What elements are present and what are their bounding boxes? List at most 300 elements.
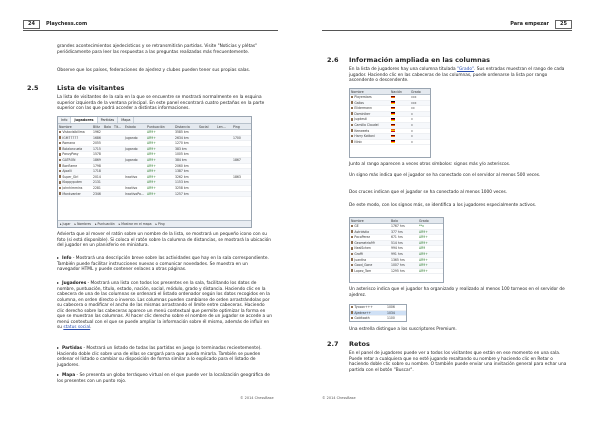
- rank-paragraph-2: Un signo más indica que el jugador se ha conectado con el servidor al menos 500 veces.: [349, 173, 541, 178]
- column-header[interactable]: Bala: [104, 125, 111, 129]
- left-page-number: 24: [23, 20, 40, 29]
- player-name: Juantha: [354, 257, 367, 262]
- bala-cell: [103, 141, 113, 146]
- lang-cell: [216, 136, 232, 141]
- player-name-cell: [350, 316, 386, 321]
- right-footer: © 2014 ChessBase: [322, 396, 356, 400]
- distance-cell: 3585 km: [175, 130, 189, 134]
- player-name-cell: [58, 136, 92, 141]
- player-name-cell: [350, 106, 390, 111]
- title-cell: [113, 136, 124, 141]
- social-cell: [198, 186, 216, 191]
- nation-cell: [390, 95, 410, 100]
- column-header[interactable]: Nación: [391, 90, 402, 94]
- player-name: PacoPerez: [354, 235, 370, 240]
- rating-cell: AR9+: [147, 135, 156, 140]
- column-header[interactable]: Tít...: [114, 125, 122, 129]
- player-name-cell: [350, 263, 390, 268]
- section-title-visitantes: Lista de visitantes: [57, 84, 125, 92]
- player-name: Jugdesti: [354, 117, 367, 122]
- title-cell: [113, 180, 124, 185]
- player-name: Camilla Claudel: [354, 122, 379, 127]
- jugadores-label: Jugadores: [62, 281, 87, 286]
- grade-cell: x: [411, 134, 413, 139]
- distance-cell: 383 km: [175, 146, 187, 151]
- lang-cell: [216, 164, 232, 169]
- player-name-cell: [350, 252, 390, 257]
- player-name: NealSchen: [354, 246, 371, 251]
- toolbar-ping[interactable]: ▸ Ping: [155, 222, 165, 226]
- flag-icon: [391, 96, 395, 99]
- player-name: Elidermann: [354, 106, 372, 111]
- status-cell: [124, 164, 146, 169]
- bala-cell: [103, 147, 113, 152]
- player-name-cell: [58, 141, 92, 146]
- jugadores-text: - Mostrará una lista con todos los presentes en la sala, facilitando los datos de nombre, puntuación, título, estado, nación, social, módulo, grado y distancia. Haciendo clic en la cabecera de una de las columnas se ordenará el listado ordenador según los datos recogidos en la columna, en orden directo o inverso. Las columnas pueden cambiarse de orden arrastrándolas por su cabecera o modificar el ancho de las mismas arrastrando el límite entre cabeceras. Haciendo clic derecho sobre las cabeceras aparece un menú contextual que permite optimizar la forma en que se muestran las columnas. Al hacer clic derecho sobre el nombre de un jugador se accede a un menú contextual con el que se puede ampliar la información sobre él mismo, además de influir en su: [57, 281, 272, 330]
- grade-cell: xx: [411, 106, 415, 111]
- blitz-cell: 1686: [93, 135, 101, 140]
- tab-jugadores[interactable]: Jugadores: [71, 117, 97, 123]
- lang-cell: [216, 175, 232, 180]
- column-header[interactable]: Nombre: [351, 219, 364, 223]
- player-name: Keeweets: [354, 128, 370, 133]
- section-number-2-5: 2.5: [27, 84, 39, 92]
- player-name-cell: [58, 158, 92, 163]
- bala-cell: 994 hrs: [391, 246, 403, 251]
- nation-cell: [390, 112, 410, 117]
- player-name-cell: [58, 180, 92, 185]
- title-cell: [113, 192, 124, 197]
- column-header[interactable]: Grado: [419, 219, 429, 223]
- rating-cell: AR9+: [147, 157, 156, 162]
- section-intro: La lista de visitantes de la sala en la que se encuentre se mostrará normalmente en la esquina superior izquierda de la ventana principal. En este panel encontrará cuatro pestañas en la parte superior con las que podrá acceder a distintas informaciones.: [57, 95, 265, 111]
- grade-cell: AR9+: [419, 257, 428, 262]
- intro-paragraph-1: grandes acontecimientos ajedecísticos y se retransmitirán partidas. Visite "Noticias y plétas" periódicamente para leer las respuestas a las preguntas realizadas más frecuentemente.: [57, 44, 258, 55]
- lang-cell: [216, 147, 232, 152]
- flag-icon: [391, 124, 395, 127]
- bala-cell: 377 hrs: [391, 229, 403, 234]
- player-name: Vistavisibilima: [62, 130, 85, 134]
- blitz-cell: 1962: [93, 130, 101, 134]
- nation-cell: [390, 117, 410, 122]
- premium-screenshot: [349, 304, 407, 322]
- partidas-label: Partidas: [62, 346, 83, 351]
- partidas-text: - Mostrará un listado de todas las partidas en juego (o terminadas recientemente). Haciendo doble clic sobre una de ellas se cargará para que pueda mirarla. También se pueden ordenar el listado o cambiar su disposición de forma similar a lo explicado para el listado de jugadores.: [57, 346, 262, 368]
- player-name: IGM77777: [62, 135, 79, 140]
- player-name-cell: [350, 95, 390, 100]
- player-name-cell: [350, 224, 390, 229]
- column-header[interactable]: Estado: [125, 125, 136, 129]
- rating-cell: AR9+: [147, 141, 156, 146]
- player-name: Romana: [62, 141, 76, 146]
- bullet-icon: [57, 374, 59, 376]
- player-name-cell: [350, 140, 390, 145]
- title-cell: [113, 186, 124, 191]
- nation-cell: [390, 106, 410, 111]
- status-cell: Jugando: [125, 146, 138, 151]
- grade-cell: AR9+: [419, 229, 428, 234]
- column-header[interactable]: Social: [199, 125, 209, 129]
- player-name: Harry Kottoni: [354, 134, 375, 139]
- ping-cell: [232, 169, 250, 174]
- player-name: GATRON: [62, 157, 76, 162]
- ping-cell: 1867: [233, 157, 241, 162]
- status-cell: [124, 180, 146, 185]
- bala-cell: [103, 175, 113, 180]
- grade-column-screenshot: [349, 88, 431, 158]
- status-social-link[interactable]: status social: [63, 325, 91, 330]
- lang-cell: [216, 169, 232, 174]
- player-name-cell: [350, 269, 390, 274]
- ping-cell: [232, 192, 250, 197]
- column-header[interactable]: Nombre: [351, 90, 364, 94]
- column-header[interactable]: Distancia: [175, 125, 190, 129]
- player-name: Astridstia: [354, 229, 370, 234]
- ping-cell: 1863: [233, 174, 241, 179]
- social-cell: [198, 147, 216, 152]
- ping-cell: [232, 130, 250, 135]
- column-header[interactable]: Blitz: [93, 125, 100, 129]
- bullet-icon: [57, 257, 59, 259]
- blitz-cell: 2281: [93, 185, 101, 190]
- grade-cell: AR9+: [419, 240, 428, 245]
- bala-cell: 1295 hrs: [391, 268, 405, 273]
- player-name-cell: [350, 101, 390, 106]
- bala-cell: [103, 130, 113, 135]
- right-header-title: Para empezar: [510, 21, 550, 28]
- player-name-cell: [350, 123, 390, 128]
- status-cell: Inactivo: [125, 185, 138, 190]
- blitz-cell: 1869: [93, 157, 101, 162]
- player-name-cell: [350, 258, 390, 263]
- table-row[interactable]: [350, 269, 443, 275]
- title-cell: [113, 152, 124, 157]
- left-footer: © 2014 ChessBase: [240, 396, 274, 400]
- player-name: Bonflame: [62, 163, 78, 168]
- bala-cell: [103, 158, 113, 163]
- status-cell: Jugando: [125, 135, 138, 140]
- partidas-paragraph: [57, 346, 272, 368]
- bala-cell: 991 hrs: [391, 251, 403, 256]
- social-cell: [198, 169, 216, 174]
- bala-table-body: [350, 224, 443, 274]
- bala-cell: [103, 169, 113, 174]
- player-name-cell: [58, 175, 92, 180]
- toolbar-mostrar-en-el-mapa[interactable]: ▸ Mostrar en el mapa: [118, 222, 152, 226]
- player-name: Johnhimmins: [62, 185, 83, 190]
- blitz-cell: 1718: [93, 169, 101, 174]
- left-header-rule: [23, 30, 278, 31]
- distance-cell: 2634 km: [175, 135, 189, 140]
- title-cell: [113, 147, 124, 152]
- blitz-cell: 2346: [93, 191, 101, 196]
- rating-cell: AR9+: [147, 169, 156, 174]
- player-name: Ajoalli: [62, 169, 72, 174]
- player-name: PanzyPasy: [62, 152, 79, 157]
- column-header[interactable]: Grado: [411, 90, 421, 94]
- grade-cell: x: [411, 111, 413, 116]
- rating-cell: AR9+: [147, 174, 156, 179]
- player-name-cell: [350, 246, 390, 251]
- column-header[interactable]: Len...: [217, 125, 226, 129]
- toolbar-nombres[interactable]: ▸ Nombres: [74, 222, 91, 226]
- grade-cell: AR9+: [419, 268, 428, 273]
- player-name-cell: [350, 311, 386, 316]
- player-name: Tycoon+++: [354, 305, 373, 309]
- grade-cell: x: [411, 139, 413, 144]
- grade-cell: xxx: [411, 95, 417, 99]
- nation-cell: [390, 140, 410, 145]
- visitor-list-tabs: [58, 117, 251, 124]
- visitor-list-screenshot: [57, 116, 252, 228]
- player-name-cell: [350, 129, 390, 134]
- mapa-label: Mapa: [62, 373, 76, 378]
- title-cell: [113, 175, 124, 180]
- title-cell: [113, 141, 124, 146]
- section-title-retos: Retos: [349, 340, 370, 348]
- player-name-cell: [350, 112, 390, 117]
- player-name: Bolaloncuela: [62, 146, 83, 151]
- nation-cell: [390, 129, 410, 134]
- status-cell: [124, 152, 146, 157]
- grade-cell: AR9+: [419, 235, 428, 240]
- title-cell: [113, 169, 124, 174]
- distance-cell: 1257 km: [175, 191, 189, 196]
- bala-cell: 671 hrs: [391, 235, 403, 240]
- grade-cell: AR9+: [419, 263, 428, 268]
- column-header[interactable]: Bala: [391, 219, 398, 223]
- distance-cell: 1153 km: [175, 180, 189, 185]
- lang-cell: [216, 180, 232, 185]
- player-name: Super_Girl: [62, 174, 79, 179]
- ping-cell: [232, 141, 250, 146]
- grado-link[interactable]: "Grado": [456, 67, 475, 72]
- mapa-paragraph: [57, 373, 272, 384]
- tab-info[interactable]: Info: [58, 117, 71, 123]
- player-name-cell: [350, 134, 390, 139]
- player-name: Good_Gone: [354, 263, 373, 268]
- flag-icon: [391, 112, 395, 115]
- info-label: Info: [62, 256, 72, 261]
- section-number-2-6: 2.6: [327, 56, 339, 64]
- grade-cell: **x: [419, 224, 424, 228]
- rating-cell: AR9+: [147, 163, 156, 168]
- player-name: Ninic: [354, 139, 363, 144]
- bala-column-screenshot: [349, 217, 444, 283]
- bala-cell: [103, 192, 113, 197]
- ping-cell: [232, 164, 250, 169]
- grade-cell: AR9+: [419, 251, 428, 256]
- blitz-cell: 2131: [93, 180, 101, 185]
- section-26-intro-a: En la lista de jugadores hay una columna titulada: [349, 67, 457, 72]
- bala-cell: [103, 136, 113, 141]
- left-page-header: [23, 20, 87, 29]
- distance-cell: 3262 km: [175, 174, 189, 179]
- social-cell: [198, 158, 216, 163]
- lang-cell: [216, 152, 232, 157]
- visitor-list-body: [58, 130, 251, 197]
- blitz-cell: 1578: [93, 152, 101, 157]
- column-header[interactable]: Ping: [233, 125, 240, 129]
- asterisk-paragraph: Un asterisco indica que el jugador ha organizado y realizado al menos 100 torneos en el servidor de ajedrez.: [349, 287, 565, 298]
- rank-paragraph-1: Junto al rango aparecen a veces otros símbolos: signos más y/o asteriscos.: [349, 162, 511, 167]
- title-cell: [113, 158, 124, 163]
- right-page: [300, 0, 600, 424]
- social-cell: [198, 130, 216, 135]
- flag-icon: [391, 140, 395, 143]
- right-header-rule: [322, 30, 572, 31]
- bala-cell: [103, 152, 113, 157]
- bullet-icon: [57, 347, 59, 349]
- premium-table-body: [350, 305, 406, 322]
- player-name: Goldtooth: [354, 316, 370, 321]
- status-cell: [124, 130, 146, 135]
- intro-paragraph-2: Observe que los países, federaciones de ajedrez y clubes pueden tener sus propias salas.: [57, 68, 251, 73]
- grade-cell: x: [411, 117, 413, 122]
- player-name: Dominiker: [354, 111, 371, 116]
- jugadores-paragraph: Jugadores - Mostrará una lista con todos los presentes en la sala, facilitando los datos de nombre, puntuación, título, estado, nación, social, módulo, grado y distancia. Haciendo clic en la cabecera de una de las columnas se ordenará el listado ordenador según los datos recogidos en la columna, en orden directo o inverso. Las columnas pueden cambiarse de orden arrastrándolas por su cabecera o modificar el ancho de las mismas arrastrando el límite entre cabeceras. Haciendo clic derecho sobre las cabeceras aparece un menú contextual que permite optimizar la forma en que se muestran las columnas. Al hacer clic derecho sobre el nombre de un jugador se accede a un menú contextual con el que se puede ampliar la información sobre él mismo, además de influir en su status social.: [57, 281, 272, 330]
- tab-partidas[interactable]: Partidas: [98, 117, 119, 123]
- social-cell: [198, 152, 216, 157]
- ping-cell: [232, 147, 250, 152]
- section-number-2-7: 2.7: [327, 340, 339, 348]
- grade-cell: x: [411, 128, 413, 133]
- toolbar-jugar[interactable]: ▸ Jugar: [60, 222, 71, 226]
- grade-table-body: [350, 95, 430, 145]
- visitor-list-toolbar: [58, 220, 251, 227]
- status-cell: InactivoPa...: [125, 191, 144, 196]
- nation-cell: [390, 101, 410, 106]
- blitz-cell: 1715: [93, 146, 101, 151]
- ping-cell: 1700: [233, 135, 241, 140]
- status-cell: Inactivo: [125, 174, 138, 179]
- player-name: Playerstars: [354, 95, 372, 99]
- player-name: Ajedrez++: [354, 310, 372, 315]
- rank-paragraph-3: Dos cruces indican que el jugador se ha conectado al menos 1000 veces.: [349, 190, 508, 195]
- rating-cell: AR9+: [147, 130, 156, 134]
- mapa-text: - Se presenta un globo terráqueo virtual en el que puede ver la localización geográfica de los presentes con un punto rojo.: [57, 373, 270, 384]
- rating-cell: AR9+: [147, 146, 156, 151]
- grade-cell: x: [411, 122, 413, 127]
- rating-cell: AR9+: [147, 180, 156, 185]
- distance-cell: 1005 km: [175, 152, 189, 157]
- table-row[interactable]: [350, 316, 406, 322]
- flag-icon: [391, 118, 395, 121]
- social-cell: [198, 141, 216, 146]
- lang-cell: [216, 141, 232, 146]
- player-name-cell: [58, 152, 92, 157]
- distance-cell: 1387 km: [175, 169, 189, 174]
- bala-cell: 514 hrs: [391, 240, 403, 245]
- player-name-cell: [58, 192, 92, 197]
- bala-cell: [103, 164, 113, 169]
- lang-cell: [216, 130, 232, 135]
- lang-cell: [216, 192, 232, 197]
- column-header[interactable]: Puntuación: [147, 125, 165, 129]
- blitz-cell: 1798: [93, 163, 101, 168]
- right-page-header: [300, 20, 572, 29]
- left-header-title: Playchess.com: [45, 21, 88, 28]
- grade-cell: AR9: [419, 246, 426, 251]
- social-cell: [198, 175, 216, 180]
- bala-cell: 1767 hrs: [391, 224, 405, 228]
- flag-icon: [391, 107, 395, 110]
- nation-cell: [390, 123, 410, 128]
- player-name-cell: [350, 241, 390, 246]
- player-name-cell: [58, 186, 92, 191]
- grade-cell: xxx: [411, 100, 417, 105]
- social-cell: [198, 164, 216, 169]
- title-cell: [113, 164, 124, 169]
- title-cell: [113, 130, 124, 135]
- toolbar-puntuación[interactable]: ▸ Puntuación: [95, 222, 115, 226]
- section-26-intro: [349, 67, 572, 84]
- player-name: Monkvanter: [62, 191, 81, 196]
- status-cell: [124, 169, 146, 174]
- premium-paragraph: Una estrella distingue a los suscriptores Premium.: [349, 327, 457, 332]
- value-cell: 1100: [387, 316, 395, 321]
- blitz-cell: 2014: [93, 174, 101, 179]
- player-name-cell: [58, 164, 92, 169]
- section-26-intro-b: . Sus entradas muestran el rango de cada jugador. Haciendo clic en las cabeceras de las columnas, puede ordenarse la lista por rango ascendente o descendente.: [349, 67, 565, 83]
- ping-cell: [232, 180, 250, 185]
- after-screenshot-text: Advierta que al mover el ratón sobre un nombre de la lista, se mostrará un pequeño icono con su foto (si está disponible). Si coloca el ratón sobre la columna de distancias, se mostrará la ubicación del jugador en un planisferio en miniatura.: [57, 232, 272, 248]
- player-name: Lopez_Tom: [354, 268, 372, 273]
- player-name-cell: [350, 305, 386, 310]
- rating-cell: AR9+: [147, 185, 156, 190]
- player-name: Geometria99: [354, 240, 375, 245]
- distance-cell: 1270 km: [175, 141, 189, 146]
- lang-cell: [216, 158, 232, 163]
- social-cell: [198, 180, 216, 185]
- bala-cell: 1007 hrs: [391, 263, 405, 268]
- distance-cell: 384 km: [175, 157, 187, 162]
- player-name-cell: [58, 147, 92, 152]
- player-name: Groffi: [354, 251, 363, 256]
- value-cell: 1034: [387, 310, 395, 315]
- rating-cell: AR9+: [147, 191, 156, 196]
- distance-cell: 2060 km: [175, 163, 189, 168]
- flag-icon: [391, 101, 395, 104]
- blitz-cell: 2055: [93, 141, 101, 146]
- nation-cell: [390, 134, 410, 139]
- table-row[interactable]: [350, 140, 430, 146]
- social-cell: [198, 136, 216, 141]
- column-header[interactable]: Nombre: [59, 125, 72, 129]
- section-27-text: En el panel de jugadores puede ver a todos los visitantes que están en ese momento en una sala. Puede retar a cualquiera que no esté jugando resaltando su nombre y haciendo clic en Retar o haciendo doble clic sobre su nombre. O también puede enviar una invitación general para echar una partida con el botón "Buscar".: [349, 351, 567, 373]
- player-name: Gailos: [354, 100, 364, 105]
- flag-icon: [391, 129, 395, 132]
- right-page-number: 25: [555, 20, 572, 29]
- bala-cell: 1365 hrs: [391, 257, 405, 262]
- flag-icon: [391, 135, 395, 138]
- player-name: Kloppyputen: [62, 180, 82, 185]
- player-name-cell: [350, 117, 390, 122]
- table-row[interactable]: [58, 192, 251, 198]
- rank-paragraph-4: De este modo, con los signos más, se identifica a los jugadores especialmente activos.: [349, 203, 537, 208]
- section-title-columnas: Información ampliada en las columnas: [349, 56, 490, 64]
- distance-cell: 3258 km: [175, 185, 189, 190]
- tab-mapa[interactable]: Mapa: [118, 117, 134, 123]
- bullet-icon: [57, 282, 59, 284]
- lang-cell: [216, 186, 232, 191]
- bala-cell: [103, 180, 113, 185]
- info-text: - Mostrará una descripción breve sobre las actividades que hay en la sala correspondiente. También puede facilitar instrucciones nuevas o comunicar novedades. Se muestra en un navegador HTML y puede contener enlaces a otras páginas.: [57, 256, 269, 272]
- player-name: GE: [354, 224, 359, 228]
- info-paragraph: [57, 256, 272, 273]
- status-cell: [124, 141, 146, 146]
- status-cell: Jugando: [125, 157, 138, 162]
